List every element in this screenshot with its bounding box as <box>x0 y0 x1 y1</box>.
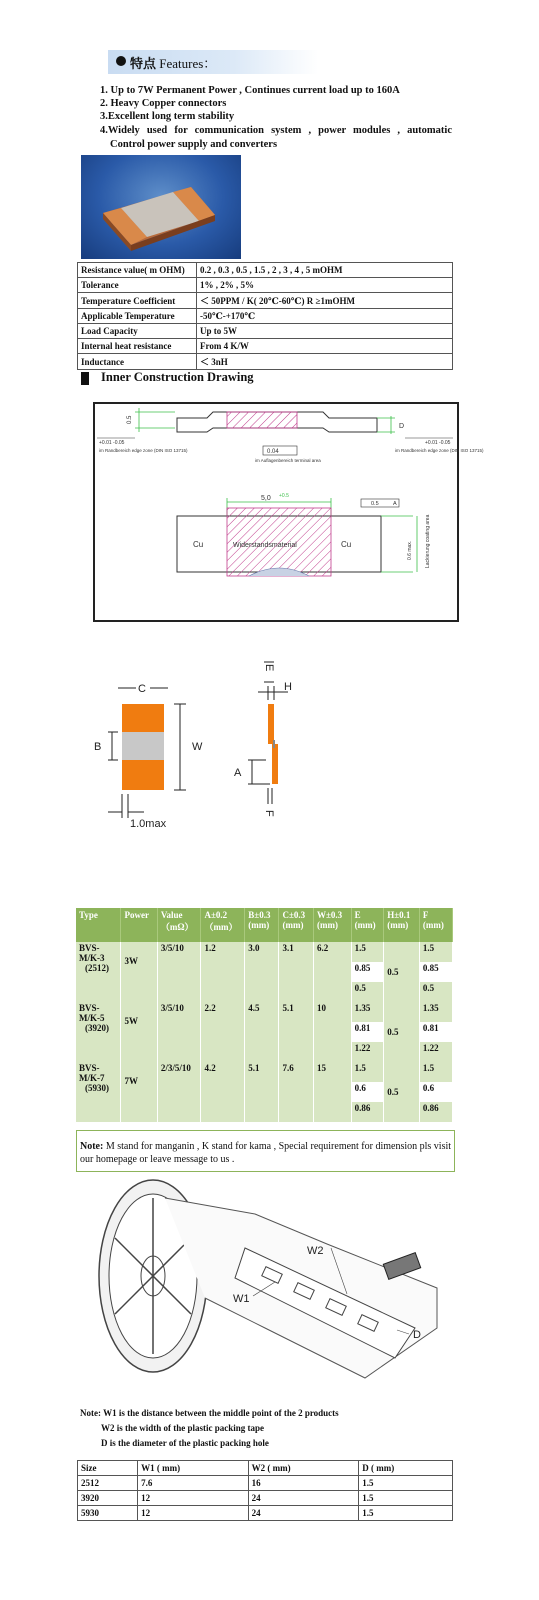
size-cell: 24 <box>248 1491 359 1506</box>
a-cell: 4.2 <box>201 1062 245 1122</box>
dimension-header: B±0.3 (mm) <box>245 908 279 942</box>
spec-label: Applicable Temperature <box>78 309 197 324</box>
spec-row <box>78 263 453 278</box>
f-cell: 1.5 <box>419 1062 452 1082</box>
dim-d-label: D <box>399 423 405 430</box>
b-cell: 4.5 <box>245 1002 279 1062</box>
position-label: 0.5 <box>371 501 379 507</box>
zone-right-label: im Randbereich edge zone (DIN ISO 13715) <box>395 448 484 453</box>
b-cell: 5.1 <box>245 1062 279 1122</box>
e-cell: 0.6 <box>351 1082 384 1102</box>
dimension-header: W±0.3 (mm) <box>313 908 351 942</box>
type-name: BVS-M/K-5 <box>79 1003 105 1023</box>
construction-drawing-svg <box>95 404 484 620</box>
note-text <box>80 1140 452 1166</box>
feature-item: 1. Up to 7W Permanent Power , Continues current load up to 160A <box>100 85 400 96</box>
type-name: BVS-M/K-7 <box>79 1063 105 1083</box>
dim-06-label: 0.6 max. <box>407 540 413 560</box>
tol-right-label: +0.01 -0.05 <box>425 440 451 446</box>
spec-label: Load Capacity <box>78 324 197 339</box>
size-header-row <box>78 1461 453 1476</box>
value-cell: 3/5/10 <box>157 1002 201 1062</box>
section-marker-icon <box>81 372 89 385</box>
dim-h-label: H <box>284 681 292 693</box>
dim-b-label: B <box>94 741 102 753</box>
dim-a-label: A <box>234 767 242 779</box>
dim-w-label: W <box>192 741 203 753</box>
f-cell: 0.6 <box>419 1082 452 1102</box>
dimension-header: F (mm) <box>419 908 452 942</box>
pack-note: W2 is the width of the plastic packing tape <box>101 1423 265 1433</box>
dimension-header: Power <box>121 908 157 942</box>
size-cell: 3920 <box>78 1491 138 1506</box>
e-cell: 0.86 <box>351 1102 384 1122</box>
cu-left-label: Cu <box>193 540 204 549</box>
features-heading-en: Features： <box>159 56 217 71</box>
resistor-photo-image <box>81 155 241 259</box>
tol-left-label: +0.01 -0.05 <box>99 440 125 446</box>
size-header: W1 ( mm) <box>138 1461 249 1476</box>
spec-label: Resistance value( m OHM) <box>78 263 197 278</box>
dim-05-label: 0.5 <box>127 415 133 424</box>
power-cell: 7W <box>121 1062 157 1122</box>
e-cell: 1.35 <box>351 1002 384 1022</box>
dimension-drawing <box>88 652 338 832</box>
size-row <box>78 1506 453 1521</box>
h-cell: 0.5 <box>384 1062 420 1122</box>
f-cell: 0.86 <box>419 1102 452 1122</box>
f-cell: 0.85 <box>419 962 452 982</box>
f-cell: 1.5 <box>419 942 452 962</box>
value-cell: 2/3/5/10 <box>157 1062 201 1122</box>
value-cell: 3/5/10 <box>157 942 201 1002</box>
dim-c-label: C <box>138 683 146 695</box>
dimension-header: Type <box>76 908 121 942</box>
spec-row <box>78 339 453 354</box>
size-cell: 2512 <box>78 1476 138 1491</box>
coating-label: Lackierung coating area <box>425 514 431 568</box>
spec-value: ＜ 50PPM / K( 20℃-60℃) R ≥1mOHM <box>197 293 453 309</box>
spec-value: Up to 5W <box>197 324 453 339</box>
type-cell <box>76 1002 121 1062</box>
note-body: M stand for manganin , K stand for kama , Special requirement for dimension pls visit our homepage or leave message to us . <box>80 1141 452 1165</box>
spec-value: ＜ 3nH <box>197 354 453 370</box>
power-cell: 3W <box>121 942 157 1002</box>
dimension-table <box>76 908 453 1122</box>
w-cell: 10 <box>313 1002 351 1062</box>
type-cell <box>76 1062 121 1122</box>
spec-row <box>78 278 453 293</box>
spec-table <box>77 262 453 370</box>
spec-label: Inductance <box>78 354 197 370</box>
dimension-row <box>76 942 453 962</box>
type-name: BVS-M/K-3 <box>79 943 105 963</box>
type-code: (5930) <box>85 1083 109 1093</box>
note-label: Note: <box>80 1141 104 1152</box>
construction-title: Inner Construction Drawing <box>101 370 254 384</box>
h-cell: 0.5 <box>384 1002 420 1062</box>
dim-f-label: F <box>263 810 275 817</box>
size-header: Size <box>78 1461 138 1476</box>
spec-row <box>78 309 453 324</box>
size-cell: 1.5 <box>359 1476 453 1491</box>
type-code: (2512) <box>85 963 109 973</box>
datum-label: A <box>393 501 397 507</box>
pack-w2-label: W2 <box>307 1245 324 1257</box>
size-cell: 12 <box>138 1491 249 1506</box>
pack-d-label: D <box>413 1329 421 1341</box>
f-cell: 0.81 <box>419 1022 452 1042</box>
w-cell: 15 <box>313 1062 351 1122</box>
feature-item: 3.Excellent long term stability <box>100 111 235 122</box>
e-cell: 0.81 <box>351 1022 384 1042</box>
power-cell: 5W <box>121 1002 157 1062</box>
pack-note: D is the diameter of the plastic packing hole <box>101 1438 269 1448</box>
features-heading <box>130 53 216 72</box>
f-cell: 0.5 <box>419 982 452 1002</box>
e-cell: 0.5 <box>351 982 384 1002</box>
packaging-drawing <box>95 1178 440 1393</box>
a-cell: 2.2 <box>201 1002 245 1062</box>
dimension-header: C±0.3 (mm) <box>279 908 313 942</box>
size-cell: 24 <box>248 1506 359 1521</box>
size-cell: 12 <box>138 1506 249 1521</box>
spec-value: From 4 K/W <box>197 339 453 354</box>
spec-label: Internal heat resistance <box>78 339 197 354</box>
w-cell: 6.2 <box>313 942 351 1002</box>
size-cell: 1.5 <box>359 1491 453 1506</box>
feature-item: 2. Heavy Copper connectors <box>100 98 227 109</box>
c-cell: 3.1 <box>279 942 313 1002</box>
a-cell: 1.2 <box>201 942 245 1002</box>
spec-label: Temperature Coefficient <box>78 293 197 309</box>
spec-label: Tolerance <box>78 278 197 293</box>
b-cell: 3.0 <box>245 942 279 1002</box>
pack-note: Note: W1 is the distance between the middle point of the 2 products <box>80 1408 339 1418</box>
type-cell <box>76 942 121 1002</box>
terminal-label: im Auflagenbereich terminal area <box>255 458 321 463</box>
spec-value: -50℃-+170℃ <box>197 309 453 324</box>
spec-row <box>78 324 453 339</box>
size-cell: 7.6 <box>138 1476 249 1491</box>
h-cell: 0.5 <box>384 942 420 1002</box>
feature-item: 4.Widely used for communication system , power modules , automatic <box>100 125 452 136</box>
dimension-header: H±0.1 (mm) <box>384 908 420 942</box>
c-cell: 7.6 <box>279 1062 313 1122</box>
dim-5-tol-label: +0.5 <box>279 493 289 499</box>
dim-max-label: 1.0max <box>130 818 167 830</box>
dimension-row <box>76 1002 453 1022</box>
dimension-header: E (mm) <box>351 908 384 942</box>
features-heading-cn: 特点 <box>130 56 157 71</box>
dim-e-label: E <box>263 664 275 672</box>
pack-w1-label: W1 <box>233 1293 250 1305</box>
material-label: Widerstandsmaterial <box>233 542 297 549</box>
size-row <box>78 1491 453 1506</box>
size-header: D ( mm) <box>359 1461 453 1476</box>
dimension-header: A±0.2 （mm） <box>201 908 245 942</box>
size-cell: 5930 <box>78 1506 138 1521</box>
c-cell: 5.1 <box>279 1002 313 1062</box>
spec-value: 1% , 2% , 5% <box>197 278 453 293</box>
spec-row <box>78 293 453 309</box>
flatness-label: 0.04 <box>267 449 279 455</box>
f-cell: 1.22 <box>419 1042 452 1062</box>
e-cell: 0.85 <box>351 962 384 982</box>
spec-row <box>78 354 453 370</box>
dimension-row <box>76 1062 453 1082</box>
e-cell: 1.5 <box>351 942 384 962</box>
e-cell: 1.5 <box>351 1062 384 1082</box>
cu-right-label: Cu <box>341 540 352 549</box>
e-cell: 1.22 <box>351 1042 384 1062</box>
size-cell: 1.5 <box>359 1506 453 1521</box>
product-photo <box>81 155 241 259</box>
feature-item: Control power supply and converters <box>110 139 278 150</box>
dim-5-label: 5,0 <box>261 495 271 502</box>
size-table <box>77 1460 453 1521</box>
type-code: (3920) <box>85 1023 109 1033</box>
zone-left-label: im Randbereich edge zone (DIN ISO 13715) <box>99 448 188 453</box>
size-row <box>78 1476 453 1491</box>
spec-value: 0.2 , 0.3 , 0.5 , 1.5 , 2 , 3 , 4 , 5 mOHM <box>197 263 453 278</box>
size-header: W2 ( mm) <box>248 1461 359 1476</box>
bullet-icon <box>116 56 126 66</box>
size-cell: 16 <box>248 1476 359 1491</box>
construction-drawing <box>93 402 484 622</box>
f-cell: 1.35 <box>419 1002 452 1022</box>
dimension-header: Value （mΩ） <box>157 908 201 942</box>
